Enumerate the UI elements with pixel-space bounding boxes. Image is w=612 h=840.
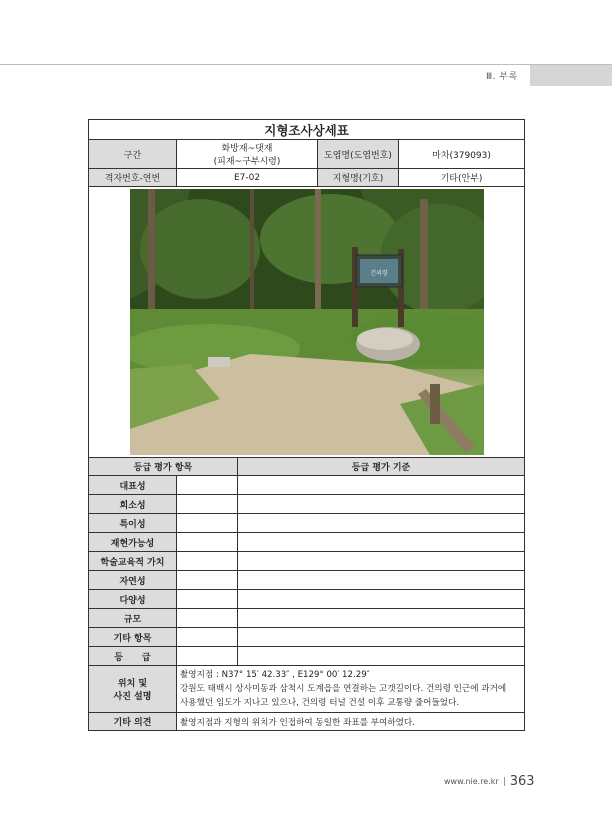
- header-rule: [0, 64, 612, 65]
- criteria-grade-cell[interactable]: [177, 552, 238, 571]
- criteria-row: [89, 647, 525, 666]
- criteria-grade-cell[interactable]: [177, 628, 238, 647]
- section-line2: (피재~구부시령): [213, 157, 281, 167]
- criteria-row: [89, 476, 525, 495]
- section-label: Ⅲ. 부록: [486, 72, 518, 82]
- grade-criteria-header: 등급 평가 기준: [238, 458, 525, 476]
- criteria-note-cell[interactable]: [238, 514, 525, 533]
- criteria-label: 규모: [89, 609, 177, 628]
- landform-value-cell: 기타(안부): [399, 169, 525, 187]
- header-tab: [530, 65, 612, 86]
- criteria-grade-cell[interactable]: [177, 609, 238, 628]
- criteria-grade-cell[interactable]: [177, 476, 238, 495]
- criteria-label: 기타 항목: [89, 628, 177, 647]
- grid-label-cell: 격자번호-연번: [89, 169, 177, 187]
- criteria-row: [89, 571, 525, 590]
- criteria-note-cell[interactable]: [238, 552, 525, 571]
- criteria-grade-cell[interactable]: [177, 495, 238, 514]
- criteria-row: [89, 628, 525, 647]
- criteria-grade-cell[interactable]: [177, 590, 238, 609]
- criteria-grade-cell[interactable]: [177, 647, 238, 666]
- criteria-note-cell[interactable]: [238, 609, 525, 628]
- criteria-label: 특이성: [89, 514, 177, 533]
- criteria-note-cell[interactable]: [238, 476, 525, 495]
- other-opinion-label: 기타 의견: [89, 713, 177, 731]
- location-label-cell: [89, 666, 177, 713]
- map-value-cell: 마차(379093): [399, 140, 525, 169]
- location-description: [177, 666, 525, 713]
- location-description-line1: 강원도 태백시 상사미동과 삼척시 도계읍을 연결하는 고갯길이다. 건의령 인근에 과거에: [180, 684, 507, 694]
- criteria-label: 등 급: [89, 647, 177, 666]
- page-number: 363: [509, 774, 535, 789]
- criteria-row: [89, 495, 525, 514]
- criteria-note-cell[interactable]: [238, 571, 525, 590]
- footer-separator: [504, 777, 505, 786]
- landform-label-cell: 지형명(기호): [318, 169, 399, 187]
- criteria-grade-cell[interactable]: [177, 533, 238, 552]
- grid-value-cell: E7-02: [177, 169, 318, 187]
- criteria-row: [89, 533, 525, 552]
- location-label-line2: 사진 설명: [113, 692, 152, 702]
- form-title: 지형조사상세표: [89, 120, 525, 140]
- grade-item-header: 등급 평가 항목: [89, 458, 238, 476]
- criteria-label: 희소성: [89, 495, 177, 514]
- criteria-grade-cell[interactable]: [177, 514, 238, 533]
- criteria-note-cell[interactable]: [238, 628, 525, 647]
- section-label-cell: 구간: [89, 140, 177, 169]
- map-label-cell: 도엽명(도엽번호): [318, 140, 399, 169]
- page-footer: [444, 774, 535, 789]
- criteria-row: [89, 552, 525, 571]
- section-line1: 화방재~댓재: [221, 144, 273, 154]
- footer-url[interactable]: www.nie.re.kr: [444, 777, 499, 786]
- criteria-note-cell[interactable]: [238, 590, 525, 609]
- criteria-label: 다양성: [89, 590, 177, 609]
- criteria-note-cell[interactable]: [238, 495, 525, 514]
- criteria-label: 대표성: [89, 476, 177, 495]
- site-photo: [130, 189, 484, 455]
- location-label-line1: 위치 및: [117, 679, 148, 689]
- criteria-label: 학술교육적 가치: [89, 552, 177, 571]
- location-coordinates: 촬영지점 : N37° 15′ 42.33″ , E129° 00′ 12.29″: [180, 670, 370, 680]
- photo-cell: [89, 187, 525, 458]
- criteria-row: [89, 590, 525, 609]
- criteria-label: 재현가능성: [89, 533, 177, 552]
- criteria-note-cell[interactable]: [238, 647, 525, 666]
- criteria-label: 자연성: [89, 571, 177, 590]
- location-description-line2: 사용했던 임도가 지나고 있으나, 건의령 터널 건설 이후 교통량 줄어들었다.: [180, 698, 460, 708]
- site-photo-illustration: [130, 189, 484, 455]
- criteria-note-cell[interactable]: [238, 533, 525, 552]
- criteria-row: [89, 514, 525, 533]
- criteria-row: [89, 609, 525, 628]
- survey-table: [88, 119, 525, 731]
- photo-sign-text: 건의령: [369, 270, 388, 277]
- criteria-grade-cell[interactable]: [177, 571, 238, 590]
- section-value-cell: [177, 140, 318, 169]
- other-opinion-text: 촬영지점과 지형의 위치가 인접하여 동일한 좌표를 부여하였다.: [177, 713, 525, 731]
